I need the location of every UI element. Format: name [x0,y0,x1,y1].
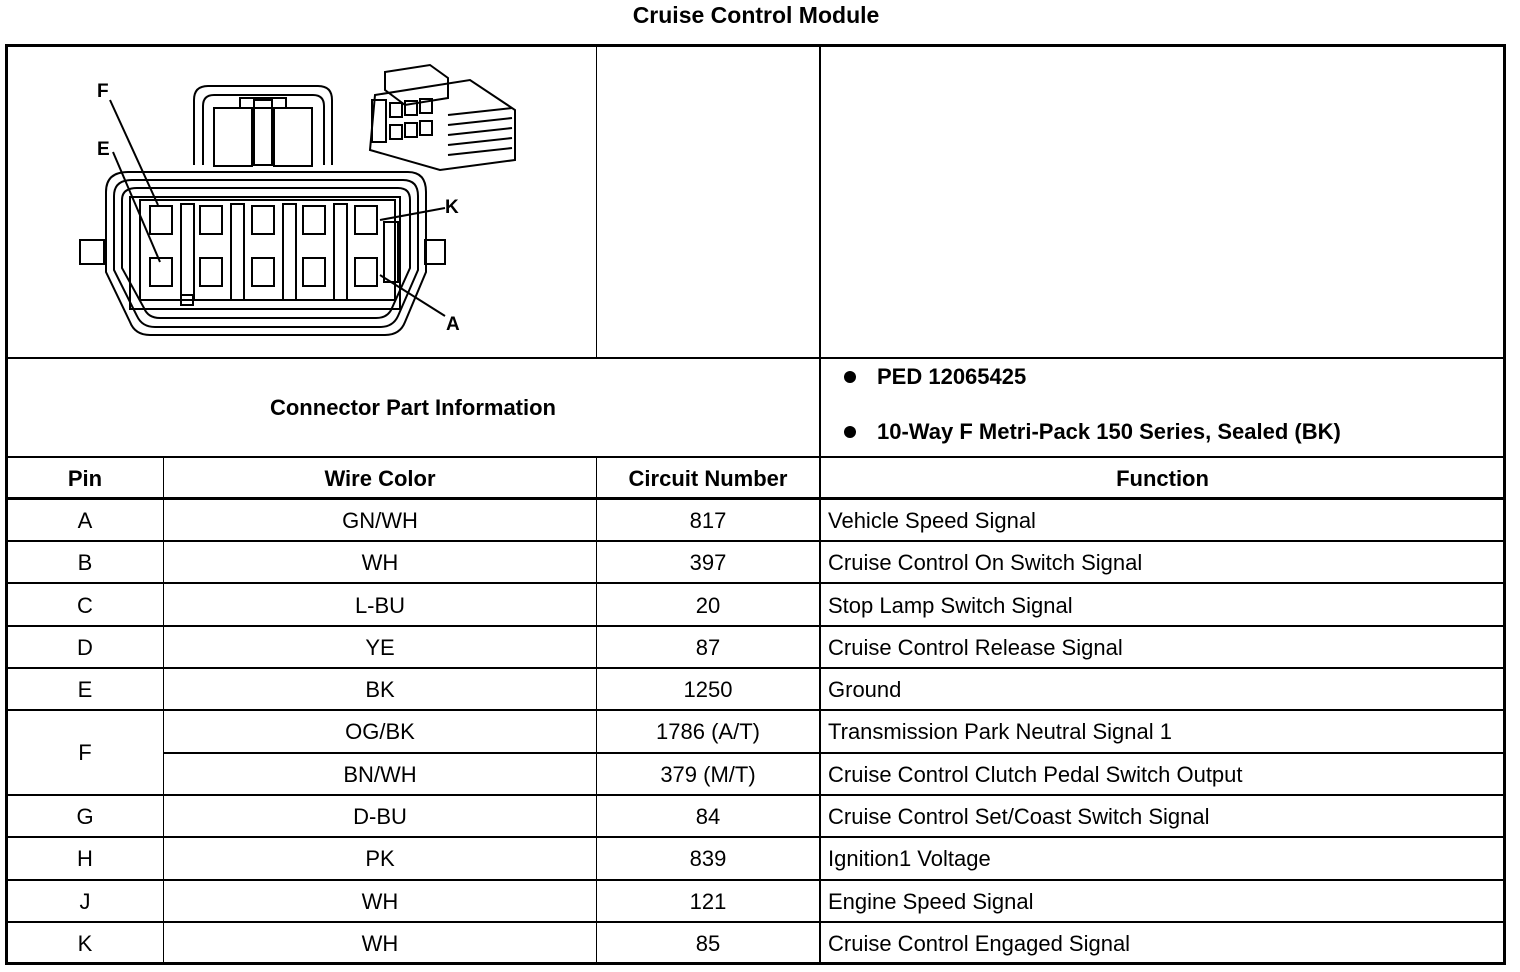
function-cell: Cruise Control Clutch Pedal Switch Output [828,762,1243,787]
wire-color-cell: L-BU [354,593,406,618]
part-info-list [843,363,1341,445]
wire-color-cell: OG/BK [345,719,415,744]
pin-f-label: F [97,81,109,102]
wire-color-cell: GN/WH [342,508,418,533]
pin-cell: C [77,593,93,618]
circuit-number-cell: 121 [689,889,727,914]
circuit-number-cell: 817 [689,508,727,533]
pin-e-label: E [97,139,110,160]
pin-cell: K [77,931,93,956]
circuit-number-cell: 84 [695,804,721,829]
pin-cell: E [77,677,93,702]
circuit-number-cell: 379 (M/T) [660,762,756,787]
function-cell: Ground [828,677,902,702]
connector-face-diagram [70,60,540,345]
function-cell: Cruise Control On Switch Signal [828,550,1143,575]
function-cell: Engine Speed Signal [828,889,1034,914]
pin-cell: J [79,889,91,914]
pin-cell: D [77,635,93,660]
header-circuit-number: Circuit Number [628,466,788,491]
pin-a-label: A [446,314,460,335]
function-cell: Stop Lamp Switch Signal [828,593,1073,618]
part-info-item: PED 12065425 [843,363,1341,390]
wire-color-cell: WH [361,931,399,956]
circuit-number-cell: 20 [695,593,721,618]
part-info-item: 10-Way F Metri-Pack 150 Series, Sealed (BK) [843,418,1341,445]
wire-color-cell: WH [361,889,399,914]
pin-cell: F [78,740,92,765]
circuit-number-cell: 397 [689,550,727,575]
header-pin: Pin [67,466,103,491]
function-cell: Cruise Control Release Signal [828,635,1123,660]
part-info-label: Connector Part Information [269,395,556,420]
circuit-number-cell: 839 [689,846,727,871]
bullet-icon [844,371,856,383]
function-cell: Cruise Control Engaged Signal [828,931,1131,956]
wire-color-cell: YE [365,635,395,660]
bullet-icon [844,426,856,438]
wire-color-cell: BK [365,677,395,702]
pin-cell: A [77,508,93,533]
wire-color-cell: PK [365,846,395,871]
wire-color-cell: WH [361,550,399,575]
pin-cell: B [77,550,93,575]
pin-cell: H [77,846,93,871]
circuit-number-cell: 87 [695,635,721,660]
header-function: Function [1116,466,1209,491]
function-cell: Transmission Park Neutral Signal 1 [828,719,1172,744]
function-cell: Vehicle Speed Signal [828,508,1036,533]
circuit-number-cell: 85 [695,931,721,956]
pin-cell: G [76,804,94,829]
circuit-number-cell: 1786 (A/T) [656,719,760,744]
function-cell: Ignition1 Voltage [828,846,991,871]
circuit-number-cell: 1250 [683,677,733,702]
divider [596,44,597,358]
function-cell: Cruise Control Set/Coast Switch Signal [828,804,1210,829]
header-wire-color: Wire Color [324,466,436,491]
page-title: Cruise Control Module [632,2,880,28]
wire-color-cell: D-BU [353,804,407,829]
divider [5,357,1506,359]
pin-k-label: K [445,197,459,218]
wire-color-cell: BN/WH [343,762,417,787]
